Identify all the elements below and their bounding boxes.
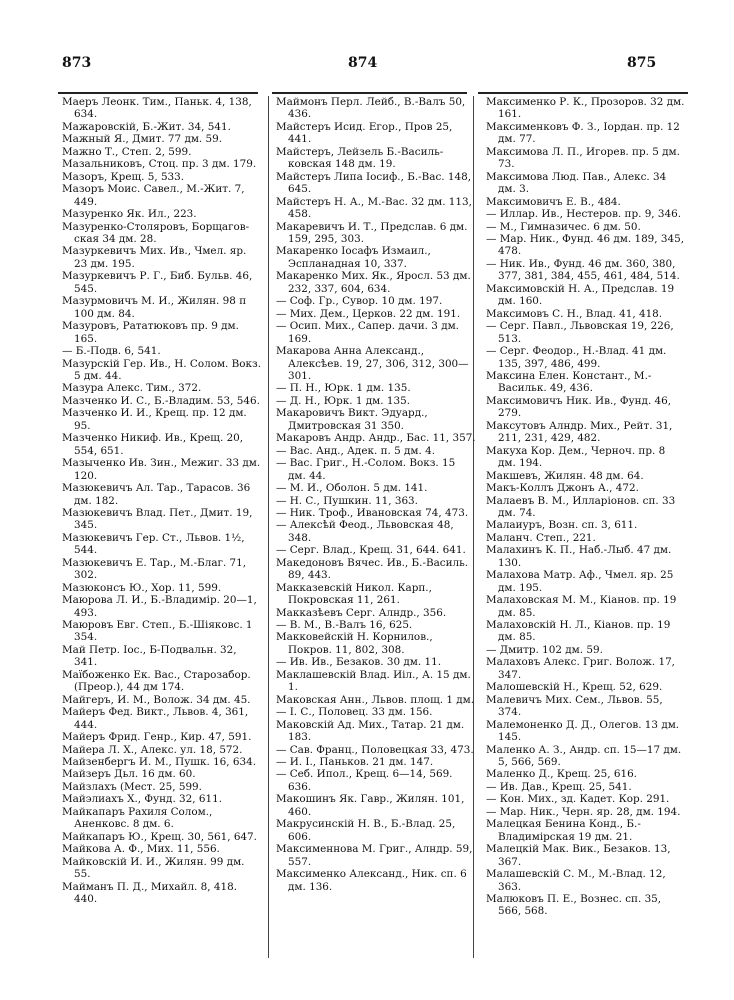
directory-entry: Маїбоженко Ек. Вас., Старозабор. (Преор.), 44 дм 174. [62, 668, 251, 694]
directory-entry: Малашевскій С. М., М.-Влад. 12, 363. [486, 868, 666, 893]
directory-entry: — Серг. Павл., Львовская 19, 226, 513. [486, 320, 674, 345]
directory-entry: — М., Гимназичес. 6 дм. 50. [486, 220, 641, 233]
directory-entry: Мазюкевичъ Влад. Пет., Дмит. 19, 345. [62, 506, 253, 532]
directory-entry: Малаховская М. М., Кіанов. пр. 19 дм. 85. [486, 594, 677, 619]
directory-entry: — Себ. Ипол., Крещ. 6—14, 569. 636. [276, 768, 453, 793]
directory-entry: Малюковъ П. Е., Вознес. сп. 35, 566, 568. [486, 893, 662, 918]
directory-entry: Майстеръ Исид. Егор., Пров 25, 441. [276, 120, 453, 146]
directory-entry: Мазыченко Ив. Зин., Межиг. 33 дм. 120. [62, 457, 261, 482]
directory-entry: Максимова Люд. Пав., Алекс. 34 дм. 3. [486, 170, 667, 196]
directory-entry: Макшевъ, Жилян. 48 дм. 64. [486, 469, 644, 482]
directory-entry: Мазуренко-Столяровъ, Борщаговская 34 дм. 28. [62, 220, 250, 245]
directory-entry: Мазура Алекс. Тим., 372. [62, 382, 202, 395]
directory-entry: Мазюкевичъ Гер. Ст., Львов. 1½, 544. [62, 531, 245, 557]
directory-entry: — Алексѣй Феод., Львовская 48, 348. [276, 519, 454, 544]
directory-entry: Майеръ Фрид. Генр., Кир. 47, 591. [62, 731, 252, 744]
directory-entry: Маймонъ Перл. Лейб., В.-Валъ 50, 436. [276, 96, 466, 121]
directory-entry: Маеръ Леонк. Тим., Паньк. 4, 138, 634. [62, 96, 252, 121]
directory-entry: Маковская Анн., Львов. площ. 1 дм. [276, 693, 475, 706]
directory-entry: Маленко Д., Крещ. 25, 616. [486, 768, 637, 781]
directory-entry: Максименнова М. Григ., Алндр. 59, 557. [276, 843, 473, 868]
directory-entry: — Сав. Франц., Половецкая 33, 473. [276, 743, 474, 756]
directory-entry: Макказевскій Никол. Карп., Покровская 11, 261. [276, 581, 432, 607]
directory-entry: Макаренко Мих. Як., Яросл. 53 дм. 232, 337, 604, 634. [276, 270, 471, 295]
directory-entry: Маленко А. З., Андр. сп. 15—17 дм. 5, 566, 569. [486, 743, 682, 769]
directory-entry: — Ник. Троф., Ивановская 74, 473. [276, 506, 469, 519]
page-number-center: 874 [348, 55, 378, 71]
page-numbers [0, 55, 734, 75]
directory-entry: Майстеръ Н. А., М.-Вас. 32 дм. 113, 458. [276, 195, 472, 221]
directory-entry: Маклашевскій Влад. Иіл., А. 15 дм. 1. [276, 668, 471, 694]
directory-entry: — Осип. Мих., Сапер. дачи. 3 дм. 169. [276, 320, 459, 345]
directory-entry: Мажный Я., Дмит. 77 дм. 59. [62, 133, 223, 146]
column-divider [268, 96, 269, 958]
directory-entry: Майкапаръ Рахиля Солом., Аненковс. 8 дм. 6. [62, 805, 213, 831]
directory-entry: Малаховскій Н. Л., Кіанов. пр. 19 дм. 85. [486, 619, 671, 644]
directory-entry: Малошевскій Н., Крещ. 52, 629. [486, 681, 663, 694]
directory-entry: Мазуровъ, Рататюковъ пр. 9 дм. 165. [62, 320, 239, 345]
directory-entry: Мажно Т., Степ. 2, 599. [62, 145, 192, 158]
directory-entry: — В. М., В.-Валъ 16, 625. [276, 619, 413, 632]
directory-entry: Макаровъ Андр. Андр., Бас. 11, 357. [276, 432, 476, 445]
directory-entry: Малаховъ Алекс. Григ. Волож. 17, 347. [486, 656, 675, 681]
directory-entry: — Ив. Ив., Безаков. 30 дм. 11. [276, 656, 442, 669]
directory-entry: Мазуркевичъ Мих. Ив., Чмел. яр. 23 дм. 195. [62, 245, 247, 270]
directory-entry: Майковскій И. И., Жилян. 99 дм. 55. [62, 855, 245, 881]
directory-entry: — Мих. Дем., Церков. 22 дм. 191. [276, 307, 461, 320]
directory-entry: Максутовъ Алндр. Мих., Рейт. 31, 211, 231, 429, 482. [486, 419, 673, 445]
directory-entry: Макъ-Коллъ Джонъ А., 472. [486, 482, 639, 495]
page-number-left: 873 [62, 55, 92, 71]
directory-entry: Майманъ П. Д., Михайл. 8, 418. 440. [62, 880, 238, 905]
directory-column-3 [486, 96, 686, 918]
directory-entry: Малахова Матр. Аф., Чмел. яр. 25 дм. 195. [486, 569, 674, 594]
directory-entry: Максименко Александ., Ник. сп. 6 дм. 136. [276, 868, 467, 893]
directory-entry: Майэлиахъ Х., Фунд. 32, 611. [62, 793, 223, 806]
directory-entry: Макаренко Іосафъ Измаил., Эспланадная 10, 337. [276, 245, 431, 270]
directory-entry: Мазченко И. И., Крещ. пр. 12 дм. 95. [62, 407, 247, 432]
directory-entry: — Соф. Гр., Сувор. 10 дм. 197. [276, 295, 443, 308]
directory-entry: Мазурскій Гер. Ив., Н. Солом. Вокз. 5 дм. 44. [62, 357, 262, 382]
directory-entry: — Ив. Дав., Крещ. 25, 541. [486, 780, 632, 793]
directory-entry: Макаровичъ Викт. Эдуард., Дмитровская 31 350. [276, 407, 428, 432]
directory-entry: — Мар. Ник., Фунд. 46 дм. 189, 345, 478. [486, 232, 685, 258]
page-number-right: 875 [627, 55, 657, 71]
directory-entry: Мазуркевичъ Р. Г., Биб. Бульв. 46, 545. [62, 270, 253, 295]
directory-entry: Майеръ Фед. Викт., Львов. 4, 361, 444. [62, 706, 249, 731]
directory-entry: Макрусинскій Н. В., Б.-Влад. 25, 606. [276, 818, 456, 843]
directory-entry: Майстеръ Липа Іосиф., Б.-Вас. 148, 645. [276, 170, 472, 196]
directory-entry: Максименковъ Ф. З., Іордан. пр. 12 дм. 77. [486, 120, 680, 146]
directory-entry: Мазюконсъ Ю., Хор. 11, 599. [62, 581, 222, 594]
directory-entry: Малецкій Мак. Вик., Безаков. 13, 367. [486, 843, 671, 868]
directory-entry: — Мар. Ник., Черн. яр. 28, дм. 194. [486, 805, 681, 818]
directory-entry: — И. І., Паньков. 21 дм. 147. [276, 756, 434, 769]
directory-entry: Майкапаръ Ю., Крещ. 30, 561, 647. [62, 830, 257, 843]
directory-entry: — Серг. Феодор., Н.-Влад. 41 дм. 135, 397, 486, 499. [486, 345, 667, 370]
directory-entry: Максимовичъ Ник. Ив., Фунд. 46, 279. [486, 394, 672, 420]
directory-entry: Маюровъ Евг. Степ., Б.-Шіяковс. 1 354. [62, 619, 253, 644]
directory-entry: — Д. Н., Юрк. 1 дм. 135. [276, 394, 411, 407]
directory-entry: Мазюкевичъ Е. Тар., М.-Благ. 71, 302. [62, 556, 247, 582]
directory-entry: — М. И., Оболон. 5 дм. 141. [276, 482, 428, 495]
directory-entry: Майзлахъ (Мест. 25, 599. [62, 780, 202, 793]
directory-entry: Мазальниковъ, Стоц. пр. 3 дм. 179. [62, 158, 257, 171]
directory-entry: Максимовичъ Е. В., 484. [486, 195, 621, 208]
directory-entry: Македоновъ Вячес. Ив., Б.-Василь. 89, 443. [276, 556, 469, 582]
directory-entry: Макаревичъ И. Т., Предслав. 6 дм. 159, 295, 303. [276, 220, 468, 245]
directory-entry: Мазченко Никиф. Ив., Крещ. 20, 554, 651. [62, 432, 244, 457]
directory-entry: Мазоръ, Крещ. 5, 533. [62, 170, 185, 183]
directory-entry: Макошинъ Як. Гавр., Жилян. 101, 460. [276, 793, 465, 818]
directory-entry: Мазуренко Як. Ил., 223. [62, 208, 197, 221]
directory-entry: Мазоръ Моис. Савел., М.-Жит. 7, 449. [62, 183, 245, 208]
directory-entry: Мазченко И. С., Б.-Владим. 53, 546. [62, 394, 260, 407]
header-rule-left [58, 92, 258, 94]
directory-entry: Максимова Л. П., Игорев. пр. 5 дм. 73. [486, 145, 680, 171]
directory-entry: — Кон. Мих., зд. Кадет. Кор. 291. [486, 793, 670, 806]
header-rule-center [272, 92, 467, 94]
directory-entry: Майзенбергъ И. М., Пушк. 16, 634. [62, 756, 257, 769]
directory-entry: Макуха Кор. Дем., Черноч. пр. 8 дм. 194. [486, 444, 666, 470]
directory-entry: — І. С., Половец. 33 дм. 156. [276, 706, 433, 719]
directory-entry: — Дмитр. 102 дм. 59. [486, 643, 603, 656]
directory-entry: Малаевъ В. М., Илларіонов. сп. 33 дм. 74. [486, 494, 676, 519]
directory-entry: Маюрова Л. И., Б.-Владимір. 20—1, 493. [62, 594, 257, 619]
directory-column-1 [62, 96, 262, 905]
header-rule-right [478, 92, 688, 94]
directory-entry: Макковейскій Н. Корнилов., Покров. 11, 802, 308. [276, 631, 433, 656]
directory-entry: — Ник. Ив., Фунд. 46 дм. 360, 380, 377, 381, 384, 455, 461, 484, 514. [486, 257, 680, 283]
directory-entry: Майстеръ, Лейзель Б.-Васильковская 148 дм. 19. [276, 145, 444, 171]
directory-entry: — Б.-Подв. 6, 541. [62, 345, 161, 358]
directory-column-2 [276, 96, 476, 893]
directory-entry: Малахинъ К. П., Наб.-Лыб. 47 дм. 130. [486, 544, 672, 569]
directory-entry: — Серг. Влад., Крещ. 31, 644. 641. [276, 544, 466, 557]
directory-entry: Максина Елен. Констант., М.-Васильк. 49, 436. [486, 369, 652, 395]
directory-entry: Мажаровскій, Б.-Жит. 34, 541. [62, 120, 231, 133]
directory-entry: Майгеръ, И. М., Волож. 34 дм. 45. [62, 693, 251, 706]
directory-entry: Майкова А. Ф., Мих. 11, 556. [62, 843, 220, 856]
directory-entry: Максимовъ С. Н., Влад. 41, 418. [486, 307, 663, 320]
directory-entry: Малецкая Бенина Конд., Б.-Владимірская 19 дм. 21. [486, 818, 641, 843]
directory-entry: Макказѣевъ Серг. Алндр., 356. [276, 606, 447, 619]
directory-entry: Малемоненко Д. Д., Олегов. 13 дм. 145. [486, 718, 680, 744]
directory-entry: — Иллар. Ив., Нестеров. пр. 9, 346. [486, 208, 682, 221]
directory-entry: Макарова Анна Александ., Алексѣев. 19, 27, 306, 312, 300—301. [276, 345, 469, 382]
directory-entry: Маковскій Ад. Мих., Татар. 21 дм. 183. [276, 718, 465, 744]
directory-entry: — П. Н., Юрк. 1 дм. 135. [276, 382, 411, 395]
directory-entry: Малевичъ Мих. Сем., Львов. 55, 374. [486, 693, 663, 719]
directory-entry: Максимовскій Н. А., Предслав. 19 дм. 160. [486, 282, 675, 308]
directory-entry: Мазурмовичъ М. И., Жилян. 98 п 100 дм. 84. [62, 295, 247, 320]
directory-entry: — Н. С., Пушкин. 11, 363. [276, 494, 418, 507]
directory-entry: Майзеръ Дьл. 16 дм. 60. [62, 768, 196, 781]
directory-entry: Малаиуръ, Возн. сп. 3, 611. [486, 519, 638, 532]
directory-entry: Маланч. Степ., 221. [486, 531, 596, 544]
directory-entry: Максименко Р. К., Прозоров. 32 дм. 161. [486, 96, 685, 121]
directory-entry: — Вас. Григ., Н.-Солом. Вокз. 15 дм. 44. [276, 457, 456, 482]
directory-entry: Май Петр. Іос., Б-Подвальн. 32, 341. [62, 643, 237, 669]
directory-entry: — Вас. Анд., Адек. п. 5 дм. 4. [276, 444, 436, 457]
directory-entry: Мазюкевичъ Ал. Тар., Тарасов. 36 дм. 182. [62, 482, 251, 507]
directory-entry: Майера Л. Х., Алекс. ул. 18, 572. [62, 743, 243, 756]
